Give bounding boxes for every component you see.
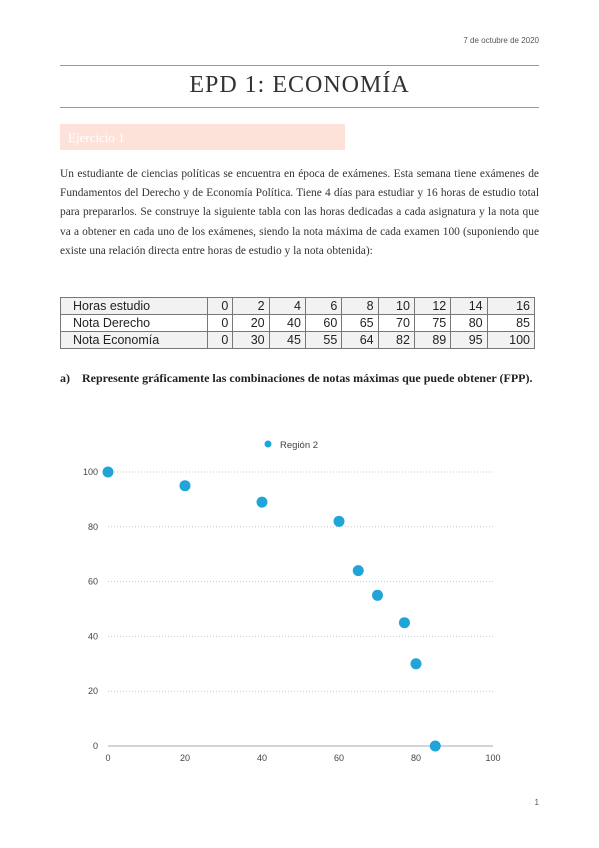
table-cell: 75 (414, 315, 450, 332)
exercise-heading: Ejercicio 1 (68, 130, 125, 145)
hours-grades-table (60, 297, 535, 349)
table-cell: 20 (233, 315, 269, 332)
x-tick-label: 0 (105, 753, 111, 763)
table-row (61, 332, 535, 349)
data-point (257, 497, 268, 508)
y-tick-label: 60 (87, 576, 98, 587)
x-tick-label: 20 (179, 753, 191, 763)
ppf-scatter-chart (0, 430, 599, 770)
table-cell: 16 (487, 298, 534, 315)
document-date: 7 de octubre de 2020 (463, 36, 539, 45)
table-row (61, 298, 535, 315)
y-tick-label: 80 (87, 521, 98, 532)
table-cell: 6 (305, 298, 341, 315)
row-label: Nota Derecho (61, 315, 208, 332)
table-cell: 82 (378, 332, 414, 349)
data-point (430, 741, 441, 752)
x-tick-label: 100 (485, 753, 501, 763)
x-tick-label: 80 (410, 753, 422, 763)
x-tick-label: 40 (256, 753, 268, 763)
title-divider (60, 107, 539, 108)
table-cell: 10 (378, 298, 414, 315)
data-point (334, 516, 345, 527)
y-tick-label: 40 (87, 631, 98, 642)
legend-label: Región 2 (280, 440, 319, 451)
data-point (353, 565, 364, 576)
table-cell: 0 (208, 298, 233, 315)
table-cell: 30 (233, 332, 269, 349)
table-cell: 14 (451, 298, 487, 315)
table-cell: 64 (342, 332, 378, 349)
table-cell: 85 (487, 315, 534, 332)
table-cell: 89 (414, 332, 450, 349)
table-cell: 0 (208, 315, 233, 332)
row-label: Horas estudio (61, 298, 208, 315)
table-cell: 95 (451, 332, 487, 349)
y-tick-label: 100 (82, 467, 98, 477)
table-cell: 4 (269, 298, 305, 315)
table-cell: 60 (305, 315, 341, 332)
question-letter: a) (60, 371, 70, 385)
table-cell: 65 (342, 315, 378, 332)
data-point (180, 480, 191, 491)
question-text: Represente gráficamente las combinaciones de notas máximas que puede obtener (FPP). (82, 371, 533, 385)
problem-statement: Un estudiante de ciencias políticas se encuentra en época de exámenes. Esta semana tiene exámenes de Fundamentos del Derecho y de Economía Política. Tiene 4 días para estudiar y 16 horas de estudio total para prepararlos. Se construye la siguiente tabla con las horas dedicadas a cada asignatura y la nota que va a obtener en cada uno de los exámenes, siendo la nota máxima de cada examen 100 (suponiendo que existe una relación directa entre horas de estudio y la nota obtenida): (60, 168, 539, 257)
table-cell: 100 (487, 332, 534, 349)
table-cell: 12 (414, 298, 450, 315)
table-cell: 45 (269, 332, 305, 349)
x-tick-label: 60 (333, 753, 345, 763)
table-cell: 2 (233, 298, 269, 315)
data-point (399, 617, 410, 628)
table-cell: 80 (451, 315, 487, 332)
table-cell: 55 (305, 332, 341, 349)
table-cell: 0 (208, 332, 233, 349)
table-cell: 40 (269, 315, 305, 332)
y-tick-label: 20 (87, 686, 98, 697)
page-number: 1 (534, 798, 539, 807)
row-label: Nota Economía (61, 332, 208, 349)
page-title: EPD 1: ECONOMÍA (189, 72, 410, 98)
data-point (411, 658, 422, 669)
table-cell: 70 (378, 315, 414, 332)
legend-marker (265, 441, 272, 448)
data-point (372, 590, 383, 601)
y-tick-label: 0 (92, 741, 98, 751)
table-row (61, 315, 535, 332)
table-cell: 8 (342, 298, 378, 315)
exercise-heading-band (60, 124, 345, 150)
data-point (103, 467, 114, 478)
top-divider (60, 65, 539, 66)
question-a (60, 369, 539, 387)
